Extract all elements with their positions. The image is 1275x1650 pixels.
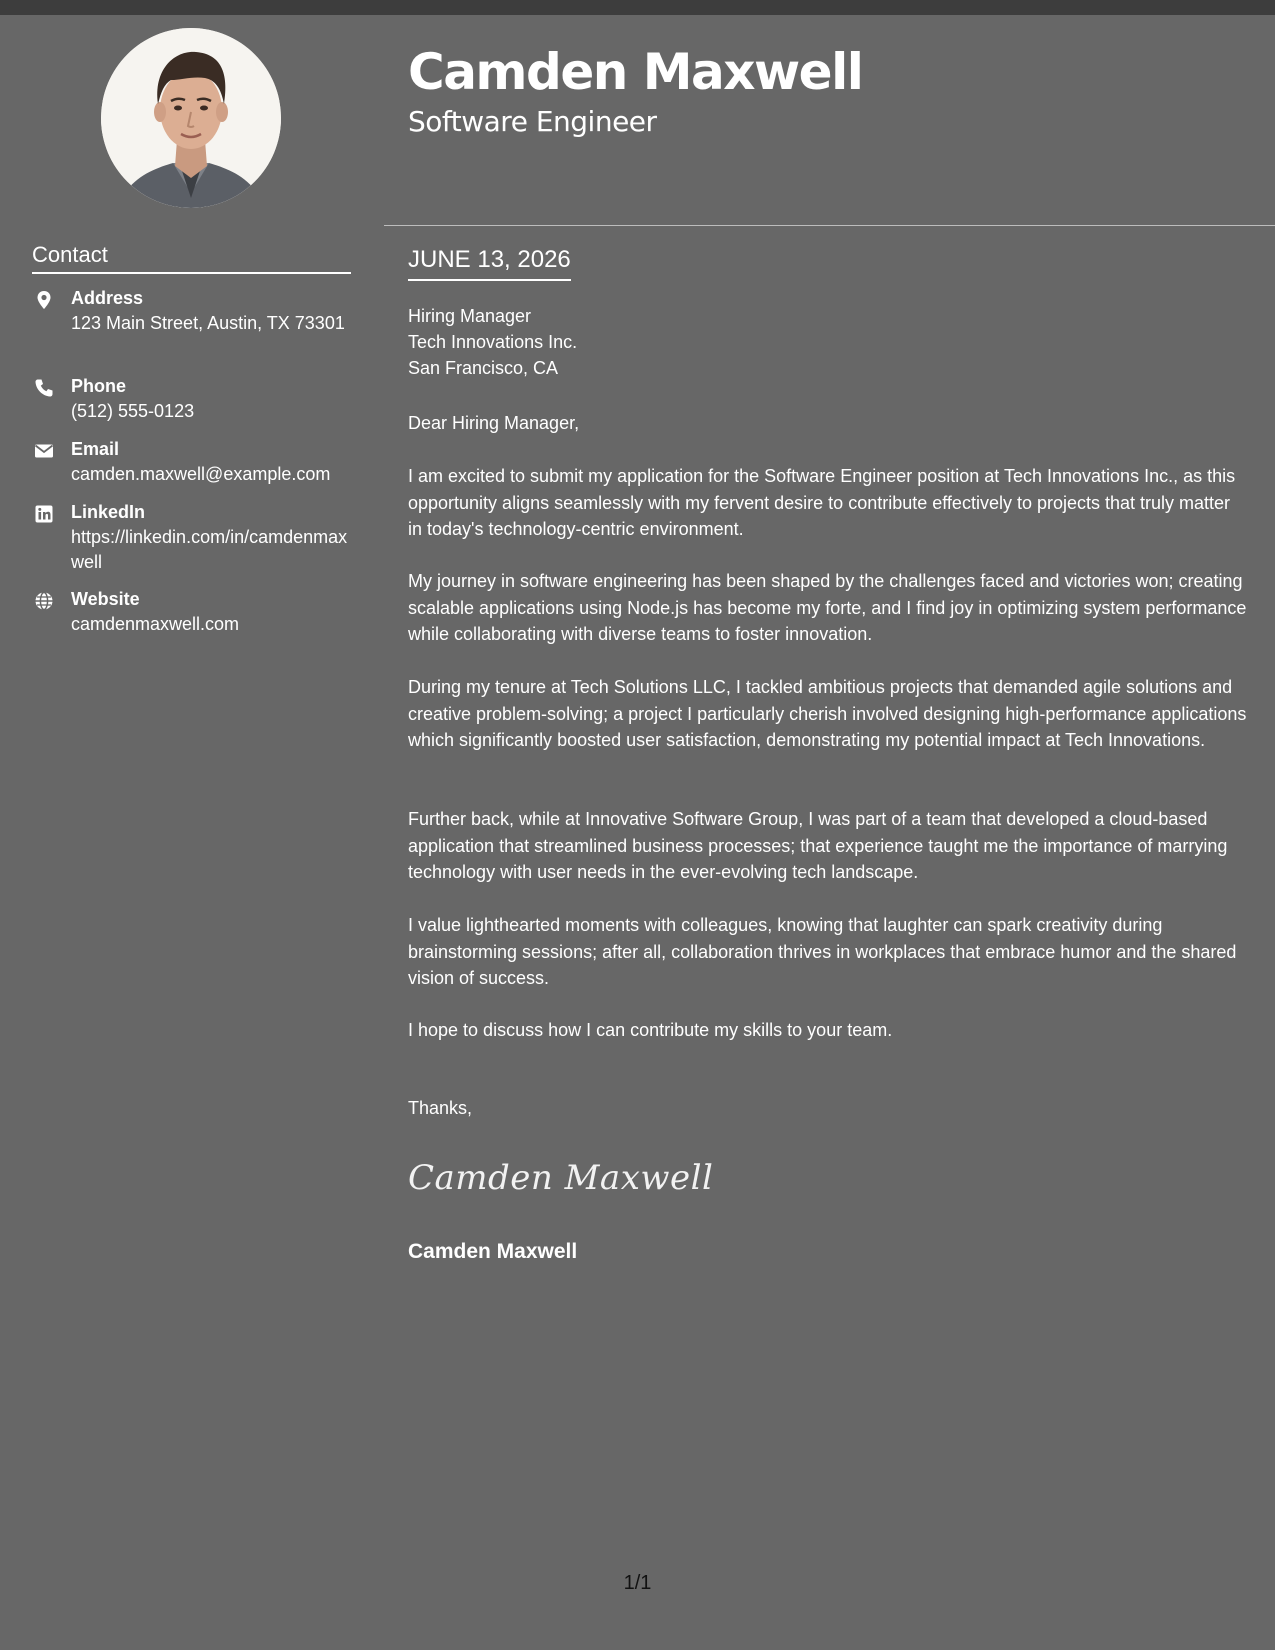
linkedin-icon — [34, 504, 54, 524]
contact-heading: Contact — [32, 240, 351, 274]
map-pin-icon — [34, 290, 54, 310]
closing-phrase: Thanks, — [408, 1098, 473, 1118]
paragraph-experience: Further back, while at Innovative Software Group, I was part of a team that developed a cloud-based application that streamlined business processes; that experience taught me the importance of marrying technology with user needs in the ever-evolving tech landscape. — [408, 809, 1228, 882]
website-value[interactable]: camdenmaxwell.com — [71, 614, 240, 634]
phone-icon — [34, 378, 54, 398]
header-divider — [384, 225, 1275, 226]
recipient-location: San Francisco, CA — [408, 358, 559, 378]
paragraph-intro: I am excited to submit my application for the Software Engineer position at Tech Innovations Inc., as this opportunity aligns seamlessly with my fervent desire to contribute effectively to projects that truly matter in today's technology-centric environment. — [408, 466, 1236, 539]
contact-label: Website — [71, 589, 140, 609]
phone-value: (512) 555-0123 — [71, 401, 195, 421]
recipient-company: Tech Innovations Inc. — [408, 332, 578, 352]
address-value: 123 Main Street, Austin, TX 73301 — [71, 313, 345, 333]
letter-date: JUNE 13, 2026 — [408, 244, 571, 281]
contact-label: Phone — [71, 376, 127, 396]
signer-name: Camden Maxwell — [408, 1240, 578, 1263]
applicant-name: Camden Maxwell — [408, 43, 863, 101]
job-title: Software Engineer — [408, 105, 657, 138]
paragraph-closing: I hope to discuss how I can contribute my skills to your team. — [408, 1020, 893, 1040]
email-value[interactable]: camden.maxwell@example.com — [71, 464, 331, 484]
globe-icon — [34, 591, 54, 611]
salutation: Dear Hiring Manager, — [408, 413, 580, 433]
recipient-block — [408, 303, 577, 381]
profile-photo — [101, 28, 281, 208]
handwritten-signature: Camden Maxwell — [408, 1158, 714, 1198]
recipient-title: Hiring Manager — [408, 306, 532, 326]
envelope-icon — [34, 441, 54, 461]
paragraph-journey: My journey in software engineering has been shaped by the challenges faced and victories won; creating scalable applications using Node.js has become my forte, and I find joy in optimizing system performance while collaborating with diverse teams to foster innovation. — [408, 571, 1247, 644]
linkedin-value[interactable]: https://linkedin.com/in/camdenmaxwell — [71, 527, 348, 572]
contact-label: Email — [71, 439, 120, 459]
paragraph-culture: I value lighthearted moments with colleagues, knowing that laughter can spark creativity during brainstorming sessions; after all, collaboration thrives in workplaces that embrace humor and the shared vision of success. — [408, 915, 1237, 988]
top-bar — [0, 0, 1275, 15]
paragraph-tenure: During my tenure at Tech Solutions LLC, I tackled ambitious projects that demanded agile solutions and creative problem-solving; a project I particularly cherish involved designing high-performance applications which significantly boosted user satisfaction, demonstrating my potential impact at Tech Innovations. — [408, 677, 1247, 750]
contact-label: Address — [71, 288, 144, 308]
contact-label: LinkedIn — [71, 502, 146, 522]
page-number: 1/1 — [623, 1572, 652, 1594]
